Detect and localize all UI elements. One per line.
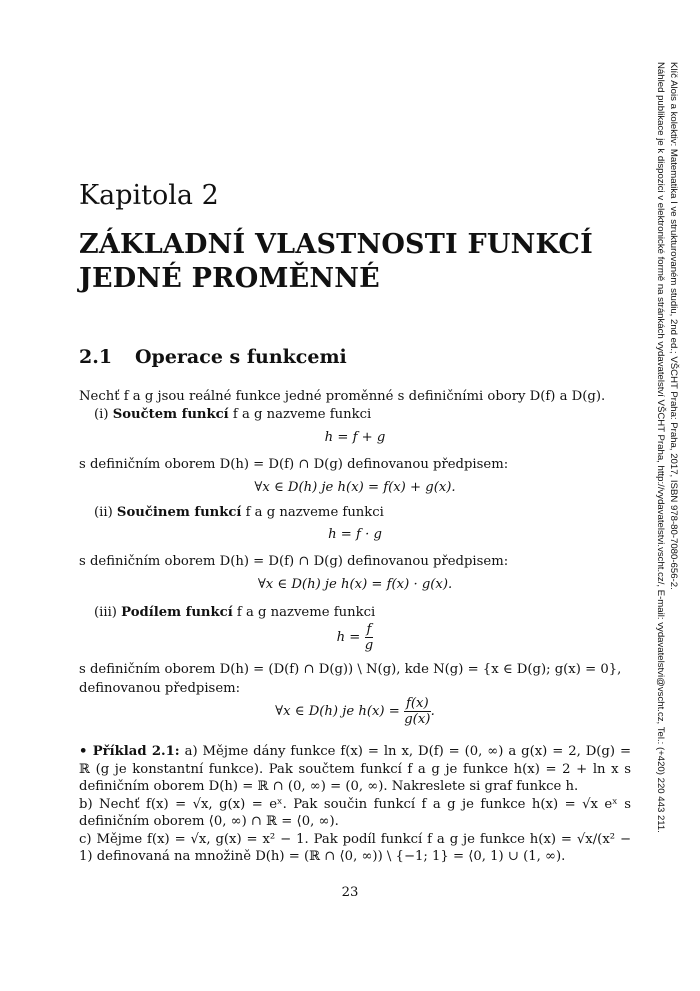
item1-domain: s definičním oborem D(h) = D(f) ∩ D(g) definovanou předpisem: — [79, 457, 509, 472]
item3-rule-num: f(x) — [406, 696, 429, 711]
item3-formula — [79, 622, 631, 653]
page-number: 23 — [341, 885, 359, 900]
side-note-line2: Náhled publikace je k dispozici v elektronické formě na stránkách vydavatelství VŠCHT Praha, http://vydavatelstvi.vscht.cz/, E-mail: vydavatelstvi@vscht.cz, Tel.: (+420) 220 443 211. — [655, 62, 666, 833]
chapter-title-line1: ZÁKLADNÍ VLASTNOSTI FUNKCÍ — [79, 229, 593, 260]
intro-paragraph: Nechť f a g jsou reálné funkce jedné proměnné s definičními obory D(f) a D(g). — [79, 389, 606, 404]
item3-domain-cont: definovanou předpisem: — [79, 681, 241, 696]
item2-formula: h = f · g — [328, 527, 382, 542]
item3-term: Podílem funkcí — [121, 605, 233, 620]
example-part-a-text: a) Mějme dány funkce f(x) = ln x, D(f) = (0, ∞) a g(x) = 2, D(g) = ℝ (g je konstantní funkce). Pak součtem funkcí f a g je funkce h(x) = 2 + ln x s definičním oborem D(h) = ℝ ∩ (0, ∞) = (0, ∞). Nakreslete si graf funkce h. — [79, 744, 631, 794]
chapter-title-line2: JEDNÉ PROMĚNNÉ — [79, 263, 380, 294]
section-title: Operace s funkcemi — [135, 346, 347, 368]
item1-formula: h = f + g — [324, 430, 386, 445]
item2-term: Součinem funkcí — [116, 505, 242, 520]
chapter-label: Kapitola 2 — [79, 180, 219, 211]
section-number: 2.1 — [79, 346, 113, 368]
side-note — [654, 62, 680, 922]
item2-domain: s definičním oborem D(h) = D(f) ∩ D(g) definovanou předpisem: — [79, 554, 509, 569]
item1-definition — [79, 405, 646, 424]
item2-definition — [79, 503, 646, 522]
item2-rest: f a g nazveme funkci — [241, 505, 384, 520]
item1-prefix: (i) — [94, 407, 113, 422]
side-note-line1: Klíč Alois a kolektiv: Matematika I ve strukturovaném studiu, 2nd ed.; VŠCHT Praha: Praha, 2017, ISBN 978-80-7080-656-2. — [668, 62, 679, 590]
item3-prefix: (iii) — [94, 605, 122, 620]
item3-rule-fraction — [404, 696, 431, 727]
item3-rule-end: . — [430, 704, 435, 719]
item1-term: Součtem funkcí — [112, 407, 229, 422]
example-part-b: b) Nechť f(x) = √x, g(x) = eˣ. Pak součin funkcí f a g je funkce h(x) = √x eˣ s definičním oborem ⟨0, ∞) ∩ ℝ = ⟨0, ∞). — [79, 796, 631, 829]
item3-definition — [79, 603, 646, 622]
item2-prefix: (ii) — [94, 505, 117, 520]
item3-rule-den: g(x) — [404, 712, 431, 727]
item3-rule — [79, 696, 631, 727]
item1-rest: f a g nazveme funkci — [228, 407, 372, 422]
item2-rule: ∀x ∈ D(h) je h(x) = f(x) · g(x). — [257, 577, 453, 592]
example-label: • Příklad 2.1: — [79, 744, 180, 759]
item3-frac-num: f — [366, 622, 372, 637]
example-part-c: c) Mějme f(x) = √x, g(x) = x² − 1. Pak podíl funkcí f a g je funkce h(x) = √x/(x² − 1) definovaná na množině D(h) = (ℝ ∩ ⟨0, ∞)) \ {−1; 1} = ⟨0, 1) ∪ (1, ∞). — [79, 831, 631, 864]
item3-formula-lhs: h = — [336, 630, 361, 645]
item3-fraction — [365, 622, 374, 653]
section-heading — [79, 346, 347, 368]
example-part-a — [79, 743, 631, 796]
item3-rest: f a g nazveme funkci — [232, 605, 376, 620]
item3-frac-den: g — [364, 638, 374, 653]
item1-rule: ∀x ∈ D(h) je h(x) = f(x) + g(x). — [254, 480, 456, 495]
item3-domain: s definičním oborem D(h) = (D(f) ∩ D(g)) \ N(g), kde N(g) = {x ∈ D(g); g(x) = 0}, — [79, 662, 622, 677]
example-block — [79, 743, 631, 866]
chapter-title — [79, 228, 593, 296]
item3-rule-lhs: ∀x ∈ D(h) je h(x) = — [275, 704, 400, 719]
